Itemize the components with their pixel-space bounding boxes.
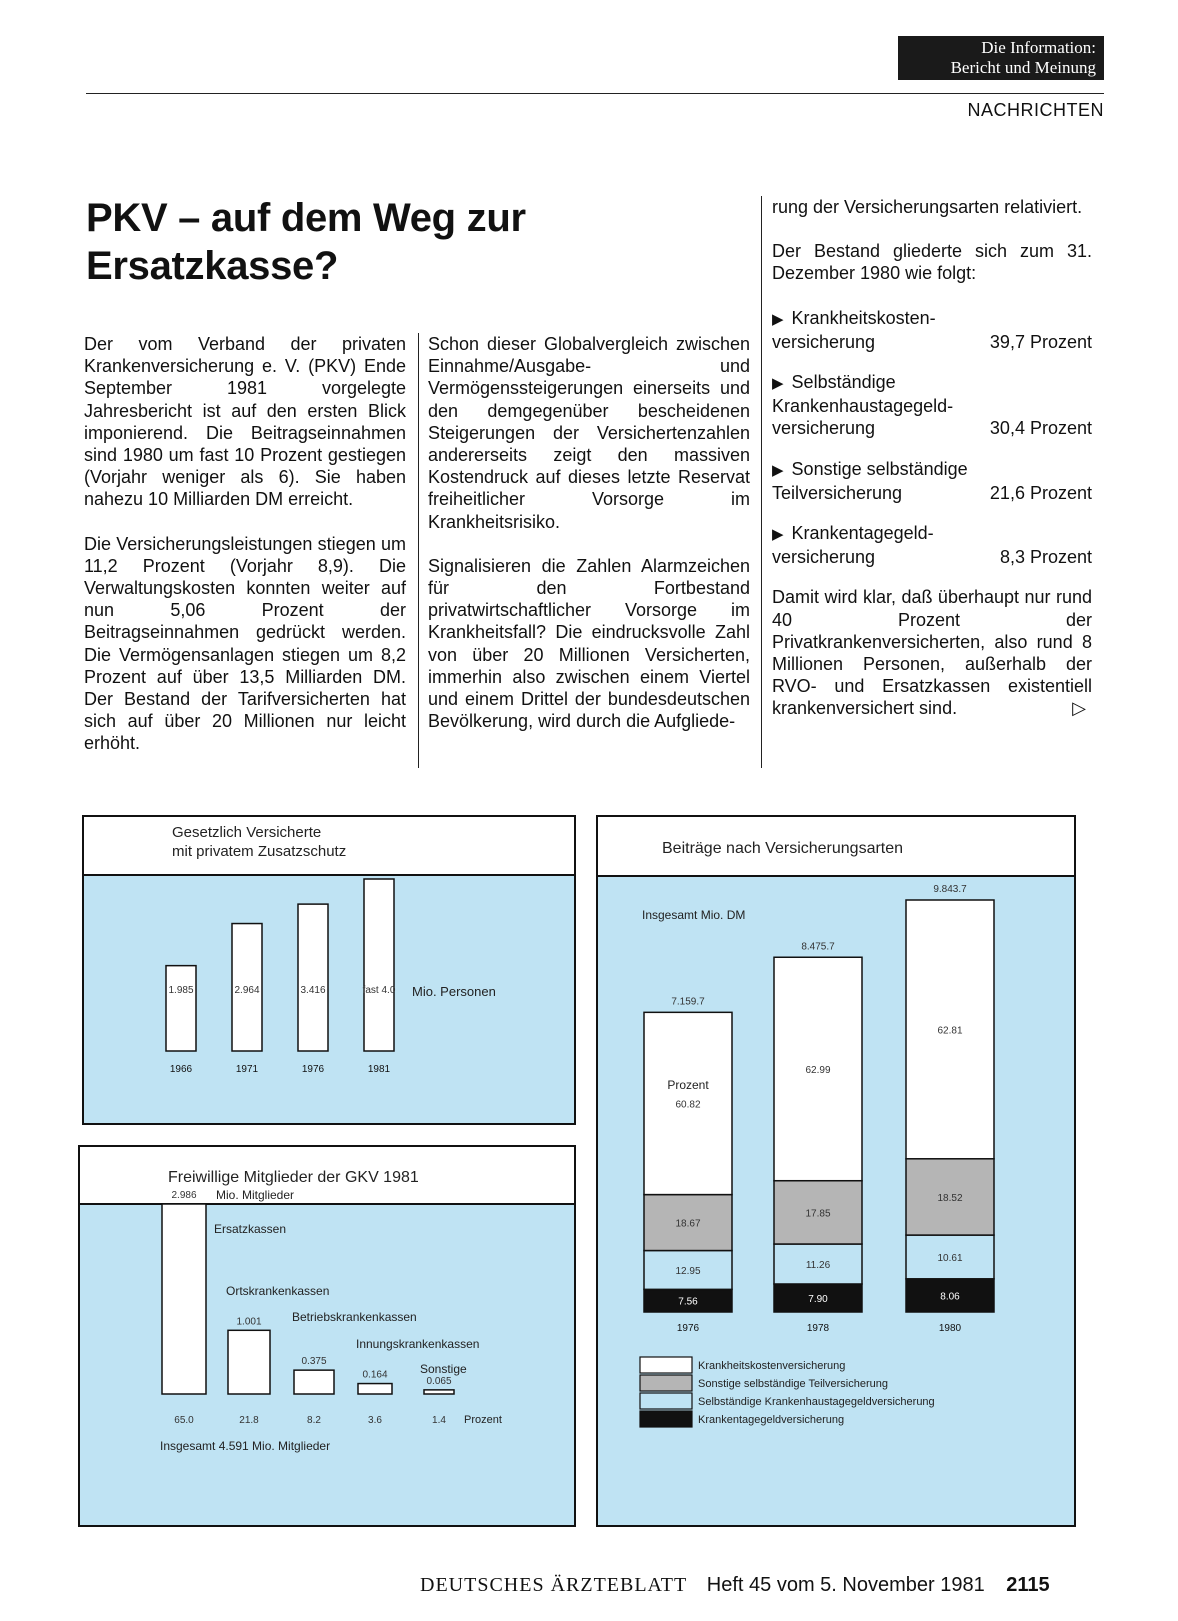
bullet-item: ▶ Krankheitskosten- versicherung 39,7 Prozent — [772, 307, 1092, 352]
x-tick-label: 1978 — [806, 1323, 830, 1334]
total-value-label: 9.843.7 — [933, 884, 967, 895]
category-label: Betriebskrankenkassen — [292, 1310, 417, 1324]
total-value-label: 8.475.7 — [801, 941, 835, 953]
bar-value-label: 0.375 — [301, 1356, 327, 1368]
title-line-1: PKV – auf dem Weg zur — [86, 196, 526, 240]
legend-swatch — [640, 1357, 692, 1373]
bar — [424, 1390, 454, 1394]
bar — [298, 904, 328, 1051]
bullet-value: 8,3 Prozent — [999, 547, 1092, 568]
legend-label: Selbständige Krankenhaustagegeldversicherung — [698, 1396, 935, 1408]
title-line-2: Ersatzkasse? — [86, 244, 339, 288]
bar-value-label: 1.985 — [168, 985, 194, 996]
bar — [228, 1330, 270, 1394]
x-tick-label: 1976 — [301, 1064, 325, 1075]
segment-value-label: 62.99 — [805, 1064, 831, 1076]
x-tick-label: 1976 — [676, 1323, 700, 1334]
segment-value-label: 60.82 — [675, 1099, 701, 1111]
paragraph: Der vom Verband der privaten Krankenversicherung e. V. (PKV) Ende September 1981 vorgelegte Jahresbericht ist auf den ersten Blick imponierend. Die Beitragseinnahmen sind 1980 um fast 10 Prozent gestiegen (Vorjahr weniger als 6). Sie haben nahezu 10 Milliarden DM erreicht. — [84, 334, 406, 510]
bar — [162, 1204, 206, 1394]
bullet-arrow-icon: ▶ — [772, 310, 784, 328]
paragraph: Der Bestand gliederte sich zum 31. Dezember 1980 wie folgt: — [772, 241, 1092, 284]
x-tick-label: 1966 — [169, 1064, 193, 1075]
unit-label: Mio. Personen — [412, 984, 496, 999]
paragraph: Schon dieser Globalvergleich zwischen Einnahme/Ausgabe- und Vermögenssteigerungen einerseits und den demgegenüber bescheidenen Steigerungen der Versichertenzahlen andererseits zeigt den massiven Kostendruck auf dieses letzte Reservat freiheitlicher Vorsorge im Krankheitsrisiko. — [428, 334, 750, 532]
paragraph: rung der Versicherungsarten relativiert. — [772, 197, 1083, 217]
chart-freiwillige-mitglieder — [78, 1145, 576, 1527]
x-tick-label: 1971 — [235, 1064, 259, 1075]
segment-value-label: 8.06 — [940, 1291, 960, 1303]
segment-value-label: 17.85 — [805, 1208, 831, 1220]
bullet-value: 21,6 Prozent — [989, 482, 1092, 503]
article-column-1 — [84, 333, 406, 777]
chart-title-line-1: Gesetzlich Versicherte — [172, 824, 322, 841]
bar — [364, 879, 394, 1051]
segment-value-label: 18.52 — [937, 1192, 963, 1204]
category-label: Ersatzkassen — [214, 1222, 287, 1236]
section-label: NACHRICHTEN — [967, 100, 1104, 120]
bar-value-label: 2.986 — [171, 1190, 197, 1201]
legend-label: Sonstige selbständige Teilversicherung — [698, 1378, 888, 1390]
bar-value-label: 0.065 — [426, 1375, 452, 1387]
percent-label: 8.2 — [307, 1415, 321, 1426]
bullet-item: ▶ Sonstige selbständige Teilversicherung 21,6 Prozent — [772, 458, 1092, 503]
x-tick-label: 1981 — [367, 1064, 391, 1075]
category-label: Ortskrankenkassen — [226, 1284, 330, 1298]
x-tick-label: 1980 — [938, 1323, 962, 1334]
badge-line-1: Die Information: — [981, 38, 1096, 57]
bullet-value: 30,4 Prozent — [989, 418, 1092, 439]
continue-arrow-icon: ▷ — [1072, 698, 1086, 719]
issue-info: Heft 45 vom 5. November 1981 — [706, 1574, 985, 1596]
percent-label: 21.8 — [239, 1415, 259, 1426]
segment-value-label: 18.67 — [675, 1218, 701, 1230]
legend-swatch — [640, 1411, 692, 1427]
segment-value-label: 7.90 — [808, 1293, 828, 1305]
bar — [294, 1370, 334, 1394]
percent-label: 1.4 — [432, 1415, 446, 1426]
legend-swatch — [640, 1375, 692, 1391]
legend-swatch — [640, 1393, 692, 1409]
bullet-value: 39,7 Prozent — [989, 331, 1092, 352]
percent-unit-label: Prozent — [464, 1414, 502, 1426]
total-value-label: 7.159.7 — [671, 996, 705, 1008]
page-number: 2115 — [1006, 1574, 1050, 1596]
category-label: Innungskrankenkassen — [356, 1337, 480, 1351]
page-footer — [420, 1574, 1050, 1597]
header-rule — [86, 93, 1104, 94]
bar — [166, 966, 196, 1051]
bullet-arrow-icon: ▶ — [772, 526, 784, 544]
legend-label: Krankheitskostenversicherung — [698, 1360, 846, 1372]
segment-value-label: 7.56 — [678, 1296, 698, 1308]
section-badge — [898, 36, 1104, 80]
bullet-item: ▶ Selbständige Krankenhaustagegeld- versicherung 30,4 Prozent — [772, 372, 1092, 439]
bullet-arrow-icon: ▶ — [772, 375, 784, 393]
segment-value-label: 12.95 — [675, 1265, 701, 1277]
article-title — [86, 194, 706, 290]
bar-value-label: 2.964 — [234, 985, 260, 996]
bar-value-label: 3.416 — [300, 985, 326, 996]
bar-value-label: 0.164 — [362, 1369, 388, 1381]
segment-value-label: 11.26 — [805, 1260, 831, 1272]
chart-beitraege — [596, 815, 1076, 1527]
paragraph: Die Versicherungsleistungen stiegen um 11,2 Prozent (Vorjahr 8,9). Die Verwaltungskosten konnten weiter auf nun 5,06 Prozent der Beitragseinnahmen gedrückt werden. Die Vermögensanlagen stiegen um 8,2 Prozent auf über 13,5 Milliarden DM. Der Bestand der Tarifversicherten hat sich auf über 20 Millionen nur leicht erhöht. — [84, 533, 406, 754]
segment-value-label: 62.81 — [937, 1025, 963, 1037]
magazine-name: DEUTSCHES ÄRZTEBLATT — [420, 1574, 688, 1596]
paragraph: Damit wird klar, daß überhaupt nur rund 40 Prozent der Privatkrankenversicherten, also rund 8 Millionen Personen, außerhalb der RVO- und Ersatzkassen existentiell krankenversichert sind. ▷ — [772, 587, 1092, 719]
percent-label: 65.0 — [174, 1415, 194, 1426]
percent-label: 3.6 — [368, 1415, 382, 1426]
chart-title: Beiträge nach Versicherungsarten — [662, 840, 904, 857]
total-caption: Insgesamt Mio. DM — [642, 908, 746, 922]
article-column-2 — [428, 333, 750, 754]
category-label: Sonstige — [420, 1362, 467, 1376]
chart-title: Freiwillige Mitglieder der GKV 1981 — [168, 1169, 419, 1186]
chart-zusatzschutz — [82, 815, 576, 1125]
unit-label: Mio. Mitglieder — [216, 1188, 295, 1202]
percent-caption: Prozent — [667, 1078, 709, 1092]
chart-title-line-2: mit privatem Zusatzschutz — [172, 843, 347, 860]
bar — [358, 1384, 392, 1394]
bar-value-label: fast 4.0 — [362, 985, 396, 996]
column-divider — [761, 196, 762, 768]
column-divider — [418, 333, 419, 768]
paragraph: Signalisieren die Zahlen Alarmzeichen für den Fortbestand privatwirtschaftlicher Vorsorge im Krankheitsfall? Die eindrucksvolle Zahl von über 20 Millionen Versicherten, immerhin also zwischen einem Viertel und einem Drittel der bundesdeutschen Bevölkerung, wird durch die Aufgliede- — [428, 555, 750, 732]
bar-value-label: 1.001 — [236, 1316, 262, 1328]
badge-line-2: Bericht und Meinung — [950, 58, 1096, 77]
bullet-arrow-icon: ▶ — [772, 461, 784, 479]
total-label: Insgesamt 4.591 Mio. Mitglieder — [160, 1439, 331, 1453]
legend-label: Krankentagegeldversicherung — [698, 1414, 845, 1426]
article-column-3 — [772, 196, 1092, 742]
segment-value-label: 10.61 — [937, 1252, 963, 1264]
bullet-item: ▶ Krankentagegeld- versicherung 8,3 Prozent — [772, 523, 1092, 568]
